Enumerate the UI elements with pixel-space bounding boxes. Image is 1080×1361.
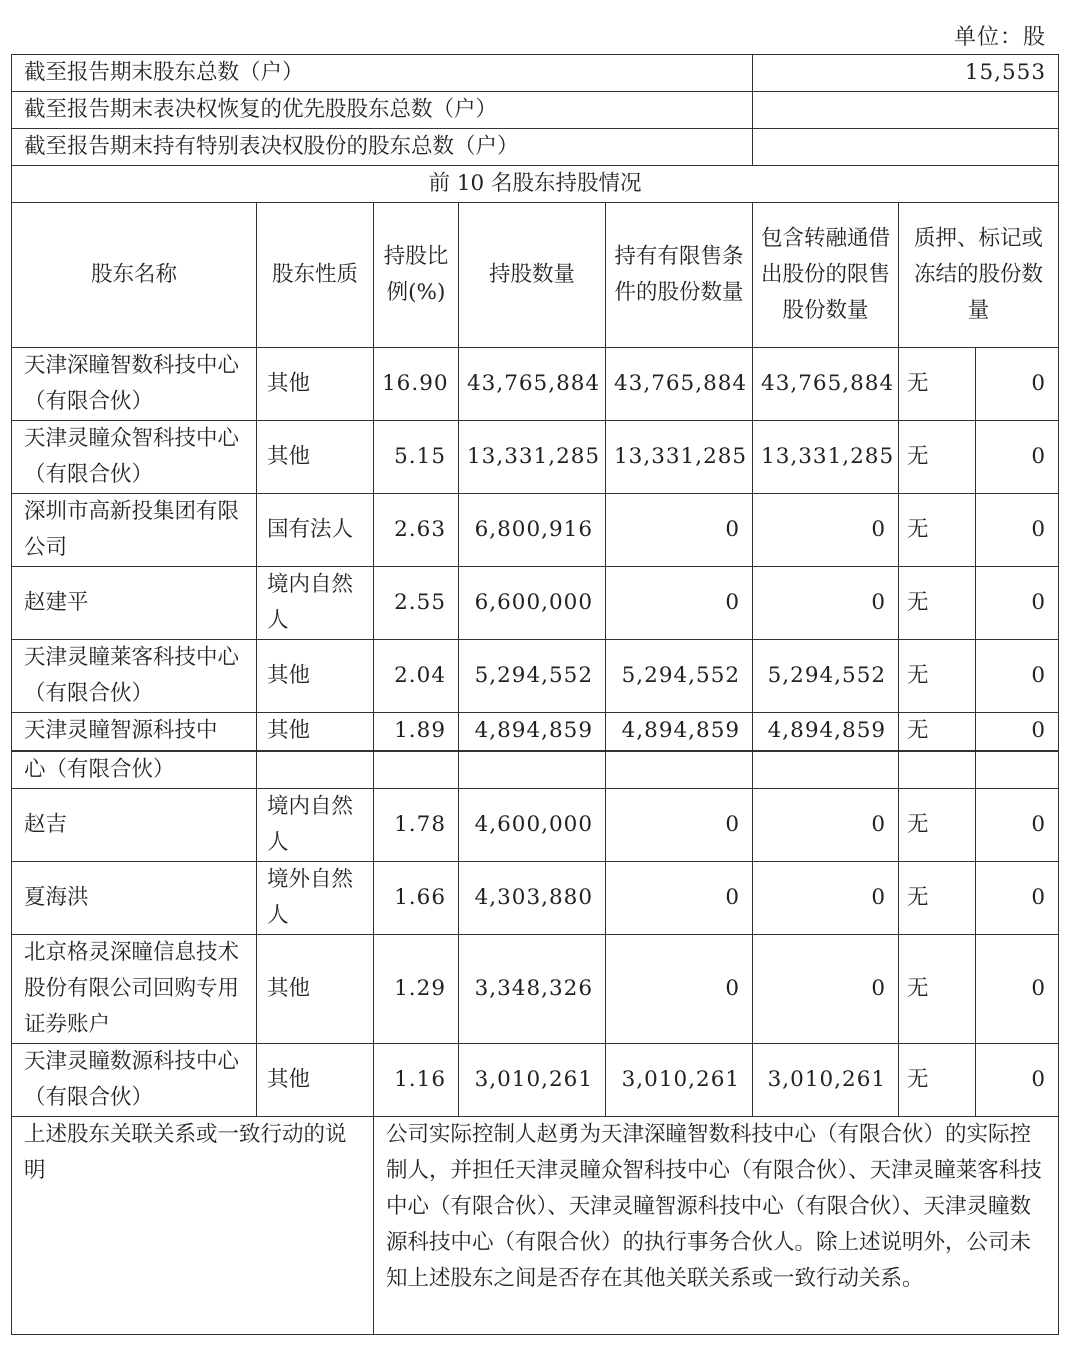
holding-amount: 3,010,261 xyxy=(459,1043,606,1116)
pledge-amount: 0 xyxy=(976,1043,1059,1116)
empty-cell xyxy=(459,751,606,789)
empty-cell xyxy=(257,751,374,789)
restricted-amount: 0 xyxy=(606,788,753,861)
pledge-status: 无 xyxy=(899,494,976,567)
summary-value: 15,553 xyxy=(753,55,1059,92)
pledge-amount: 0 xyxy=(976,567,1059,640)
table-row xyxy=(12,421,1059,494)
holding-ratio: 1.16 xyxy=(374,1043,459,1116)
lent-amount: 0 xyxy=(753,934,899,1043)
shareholder-name: 北京格灵深瞳信息技术股份有限公司回购专用证券账户 xyxy=(12,934,257,1043)
shareholder-nature: 其他 xyxy=(257,1043,374,1116)
empty-cell xyxy=(606,751,753,789)
summary-row xyxy=(12,92,1059,129)
pledge-amount: 0 xyxy=(976,348,1059,421)
pledge-status: 无 xyxy=(899,421,976,494)
shareholder-name: 天津深瞳智数科技中心（有限合伙） xyxy=(12,348,257,421)
pledge-amount: 0 xyxy=(976,713,1059,751)
lent-amount: 3,010,261 xyxy=(753,1043,899,1116)
shareholder-nature: 其他 xyxy=(257,421,374,494)
restricted-amount: 5,294,552 xyxy=(606,640,753,713)
shareholder-nature: 其他 xyxy=(257,348,374,421)
pledge-amount: 0 xyxy=(976,640,1059,713)
header-ratio: 持股比例(%) xyxy=(374,203,459,348)
lent-amount: 4,894,859 xyxy=(753,713,899,751)
shareholder-table xyxy=(11,54,1059,1335)
table-row xyxy=(12,567,1059,640)
lent-amount: 0 xyxy=(753,861,899,934)
pledge-amount: 0 xyxy=(976,934,1059,1043)
holding-amount: 5,294,552 xyxy=(459,640,606,713)
holding-amount: 4,303,880 xyxy=(459,861,606,934)
shareholder-nature: 国有法人 xyxy=(257,494,374,567)
holding-ratio: 1.78 xyxy=(374,788,459,861)
restricted-amount: 0 xyxy=(606,494,753,567)
note-label: 上述股东关联关系或一致行动的说明 xyxy=(12,1116,374,1334)
table-row xyxy=(12,640,1059,713)
pledge-status: 无 xyxy=(899,348,976,421)
holding-ratio: 5.15 xyxy=(374,421,459,494)
shareholder-nature: 其他 xyxy=(257,640,374,713)
shareholder-name: 天津灵瞳众智科技中心（有限合伙） xyxy=(12,421,257,494)
shareholder-name: 天津灵瞳莱客科技中心（有限合伙） xyxy=(12,640,257,713)
shareholder-name-continued: 心（有限合伙） xyxy=(12,751,257,789)
section-title-row xyxy=(12,166,1059,203)
empty-cell xyxy=(899,751,976,789)
header-lent: 包含转融通借出股份的限售股份数量 xyxy=(753,203,899,348)
summary-value xyxy=(753,129,1059,166)
unit-label: 单位：股 xyxy=(953,25,1046,50)
pledge-status: 无 xyxy=(899,567,976,640)
holding-amount: 13,331,285 xyxy=(459,421,606,494)
shareholder-nature: 境内自然人 xyxy=(257,567,374,640)
restricted-amount: 0 xyxy=(606,567,753,640)
table-row xyxy=(12,788,1059,861)
holding-ratio: 1.29 xyxy=(374,934,459,1043)
shareholder-nature: 境外自然人 xyxy=(257,861,374,934)
shareholder-name: 深圳市高新投集团有限公司 xyxy=(12,494,257,567)
empty-cell xyxy=(374,751,459,789)
summary-label: 截至报告期末股东总数（户） xyxy=(12,55,753,92)
table-row xyxy=(12,494,1059,567)
lent-amount: 0 xyxy=(753,494,899,567)
header-row xyxy=(12,203,1059,348)
shareholder-name: 天津灵瞳数源科技中心（有限合伙） xyxy=(12,1043,257,1116)
lent-amount: 0 xyxy=(753,788,899,861)
holding-amount: 6,600,000 xyxy=(459,567,606,640)
holding-amount: 4,600,000 xyxy=(459,788,606,861)
pledge-status: 无 xyxy=(899,788,976,861)
pledge-status: 无 xyxy=(899,934,976,1043)
holding-amount: 3,348,326 xyxy=(459,934,606,1043)
shareholder-nature: 境内自然人 xyxy=(257,788,374,861)
pledge-amount: 0 xyxy=(976,861,1059,934)
restricted-amount: 43,765,884 xyxy=(606,348,753,421)
shareholder-name: 赵吉 xyxy=(12,788,257,861)
table-row xyxy=(12,1043,1059,1116)
pledge-status: 无 xyxy=(899,640,976,713)
holding-ratio: 2.63 xyxy=(374,494,459,567)
lent-amount: 43,765,884 xyxy=(753,348,899,421)
lent-amount: 13,331,285 xyxy=(753,421,899,494)
holding-ratio: 1.89 xyxy=(374,713,459,751)
holding-ratio: 16.90 xyxy=(374,348,459,421)
pledge-amount: 0 xyxy=(976,421,1059,494)
holding-amount: 4,894,859 xyxy=(459,713,606,751)
shareholder-name: 赵建平 xyxy=(12,567,257,640)
summary-label: 截至报告期末表决权恢复的优先股股东总数（户） xyxy=(12,92,753,129)
summary-row xyxy=(12,129,1059,166)
table-row xyxy=(12,861,1059,934)
shareholder-nature: 其他 xyxy=(257,934,374,1043)
shareholder-name: 夏海洪 xyxy=(12,861,257,934)
header-pledge: 质押、标记或冻结的股份数量 xyxy=(899,203,1059,348)
restricted-amount: 3,010,261 xyxy=(606,1043,753,1116)
lent-amount: 0 xyxy=(753,567,899,640)
pledge-status: 无 xyxy=(899,861,976,934)
table-row xyxy=(12,934,1059,1043)
empty-cell xyxy=(976,751,1059,789)
empty-cell xyxy=(753,751,899,789)
restricted-amount: 0 xyxy=(606,934,753,1043)
restricted-amount: 13,331,285 xyxy=(606,421,753,494)
header-nature: 股东性质 xyxy=(257,203,374,348)
lent-amount: 5,294,552 xyxy=(753,640,899,713)
header-amount: 持股数量 xyxy=(459,203,606,348)
restricted-amount: 0 xyxy=(606,861,753,934)
holding-amount: 43,765,884 xyxy=(459,348,606,421)
summary-row xyxy=(12,55,1059,92)
note-row xyxy=(12,1116,1059,1334)
table-row xyxy=(12,348,1059,421)
header-name: 股东名称 xyxy=(12,203,257,348)
table-row-continuation xyxy=(12,751,1059,789)
note-text: 公司实际控制人赵勇为天津深瞳智数科技中心（有限合伙）的实际控制人，并担任天津灵瞳众智科技中心（有限合伙）、天津灵瞳莱客科技中心（有限合伙）、天津灵瞳智源科技中心（有限合伙）、天津灵瞳数源科技中心（有限合伙）的执行事务合伙人。除上述说明外，公司未知上述股东之间是否存在其他关联关系或一致行动关系。 xyxy=(374,1116,1059,1334)
holding-ratio: 1.66 xyxy=(374,861,459,934)
shareholder-nature: 其他 xyxy=(257,713,374,751)
holding-ratio: 2.04 xyxy=(374,640,459,713)
pledge-amount: 0 xyxy=(976,788,1059,861)
summary-value xyxy=(753,92,1059,129)
holding-ratio: 2.55 xyxy=(374,567,459,640)
pledge-amount: 0 xyxy=(976,494,1059,567)
holding-amount: 6,800,916 xyxy=(459,494,606,567)
pledge-status: 无 xyxy=(899,713,976,751)
shareholder-name: 天津灵瞳智源科技中 xyxy=(12,713,257,751)
pledge-status: 无 xyxy=(899,1043,976,1116)
summary-label: 截至报告期末持有特别表决权股份的股东总数（户） xyxy=(12,129,753,166)
header-restricted: 持有有限售条件的股份数量 xyxy=(606,203,753,348)
table-row xyxy=(12,713,1059,751)
section-title: 前 10 名股东持股情况 xyxy=(12,166,1059,203)
restricted-amount: 4,894,859 xyxy=(606,713,753,751)
